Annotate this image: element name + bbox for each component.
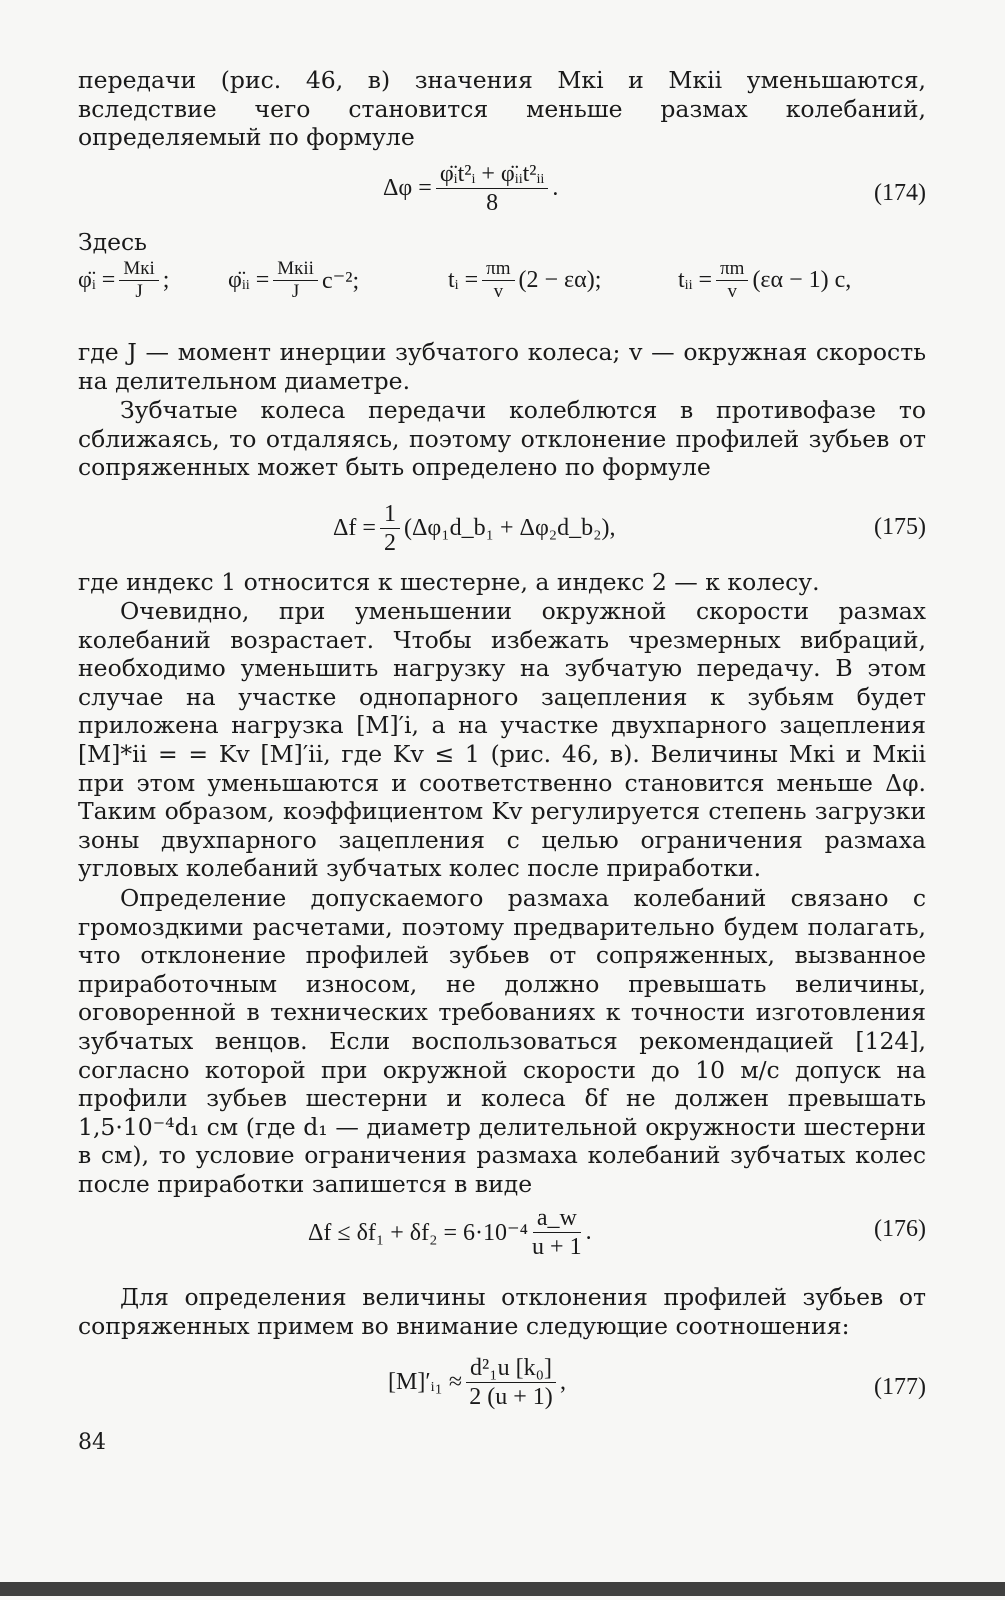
numerator: 1 — [380, 500, 400, 529]
paragraph-text: Очевидно, при уменьшении окружной скорости размах колебаний возрастает. Чтобы избежать чрезмерных вибраций, необходимо уменьшить нагрузку на зубчатую передачу. В этом случае на участке однопарного зацепления к зубьям будет приложена нагрузка [M]′i, а на участке двухпарного зацепления [M]*ii = = Kv [M]′ii, где Kv ≤ 1 (рис. 46, в). Величины Mкi и Mкii при этом уменьшаются и соответственно становится меньше Δφ. Таким образом, коэффициентом Kv регулируется степень загрузки зоны двухпарного зацепления с целью ограничения размаха угловых колебаний зубчатых колес после приработки. — [78, 597, 926, 883]
formula-176 — [78, 1204, 926, 1274]
paragraph-intro — [78, 66, 926, 152]
formula-175-body — [333, 500, 616, 557]
paragraph-text: где индекс 1 относится к шестерне, а индекс 2 — к колесу. — [78, 568, 820, 596]
formula-174 — [78, 160, 926, 230]
fraction — [716, 258, 748, 303]
paragraph-where-1 — [78, 338, 926, 395]
formula-tail: ; — [162, 267, 170, 293]
numerator: φ̈ᵢt²ᵢ + φ̈ᵢᵢt²ᵢᵢ — [436, 160, 549, 189]
fraction — [273, 258, 318, 303]
formula-phi1 — [78, 258, 169, 303]
numerator: πm — [482, 258, 514, 281]
denominator: J — [135, 281, 143, 302]
paragraph-text: где J — момент инерции зубчатого колеса; v — окружная скорость на делительном диаметре. — [78, 338, 926, 395]
label-here: Здесь — [78, 228, 147, 256]
paragraph-text: Определение допускаемого размаха колебаний связано с громоздкими расчетами, поэтому предварительно будем полагать, что отклонение профилей зубьев от сопряженных, вызванное приработочным износом, не должно превышать величины, оговоренной в технических требованиях к точности изготовления зубчатых венцов. Если воспользоваться рекомендацией [124], согласно которой при окружной скорости до 10 м/с допуск на профили зубьев шестерни и колеса δf не должен превышать 1,5·10⁻⁴d₁ см (где d₁ — диаметр делительной окружности шестерни в см), то условие ограничения размаха колебаний зубчатых колес после приработки запишется в виде — [78, 884, 926, 1198]
numerator: πm — [716, 258, 748, 281]
formula-t2 — [678, 258, 851, 303]
fraction — [466, 1354, 556, 1411]
formula-lhs: tᵢ = — [448, 267, 479, 293]
equation-number: (177) — [874, 1374, 926, 1400]
formula-tail: . — [552, 175, 559, 201]
formula-lhs: [M]′ᵢ₁ ≈ — [388, 1369, 463, 1395]
fraction — [119, 258, 158, 303]
fraction — [436, 160, 549, 217]
formula-175 — [78, 500, 926, 570]
formula-176-body — [308, 1204, 592, 1261]
formula-lhs: Δφ = — [383, 175, 432, 201]
denominator: u + 1 — [532, 1234, 582, 1260]
formula-tail: , — [559, 1369, 566, 1395]
formula-lhs: Δf = — [333, 515, 376, 541]
formula-177 — [78, 1354, 926, 1424]
formula-tail: (Δφ₁d_b₁ + Δφ₂d_b₂), — [403, 515, 616, 541]
paragraph-text: Зубчатые колеса передачи колеблются в противофазе то сближаясь, то отдаляясь, поэтому отклонение профилей зубьев от сопряженных может быть определено по формуле — [78, 396, 926, 482]
paragraph-5 — [78, 1283, 926, 1340]
denominator: 8 — [486, 190, 499, 216]
fraction — [380, 500, 400, 557]
paragraph-where-2 — [78, 568, 926, 597]
numerator: Mкii — [273, 258, 318, 281]
paragraph-2 — [78, 396, 926, 482]
formula-tail: . — [585, 1219, 592, 1245]
formula-t1 — [448, 258, 601, 303]
paragraph-text: передачи (рис. 46, в) значения Mкi и Mкii уменьшаются, вследствие чего становится меньше размах колебаний, определяемый по формуле — [78, 66, 926, 152]
paragraph-3 — [78, 597, 926, 883]
formula-174-body — [383, 160, 558, 217]
paragraph-4 — [78, 884, 926, 1199]
denominator: 2 (u + 1) — [469, 1384, 553, 1410]
denominator: J — [291, 281, 300, 302]
numerator: Mкi — [119, 258, 158, 281]
denominator: v — [727, 281, 737, 302]
fraction — [482, 258, 514, 303]
numerator: a_w — [533, 1204, 581, 1233]
equation-number: (174) — [874, 180, 926, 206]
formula-lhs: φ̈ᵢᵢ = — [228, 267, 270, 293]
formula-lhs: tᵢᵢ = — [678, 267, 713, 293]
formula-177-body — [388, 1354, 566, 1411]
paragraph-text: Для определения величины отклонения профилей зубьев от сопряженных примем во внимание следующие соотношения: — [78, 1283, 926, 1340]
formula-tail: (2 − εα); — [518, 267, 602, 293]
formula-here — [78, 258, 926, 328]
fraction — [532, 1204, 582, 1261]
equation-number: (176) — [874, 1216, 926, 1242]
formula-tail: c⁻²; — [321, 268, 360, 294]
denominator: 2 — [383, 530, 396, 556]
formula-lhs: φ̈ᵢ = — [78, 267, 116, 293]
denominator: v — [493, 281, 504, 302]
formula-phi2 — [228, 258, 359, 303]
formula-tail: (εα − 1) c, — [752, 267, 852, 293]
scan-edge-bar — [0, 1582, 1005, 1596]
numerator: d²₁u [k₀] — [466, 1354, 556, 1383]
equation-number: (175) — [874, 514, 926, 540]
page-number: 84 — [78, 1430, 106, 1455]
formula-lhs: Δf ≤ δf₁ + δf₂ = 6·10⁻⁴ — [308, 1220, 529, 1246]
